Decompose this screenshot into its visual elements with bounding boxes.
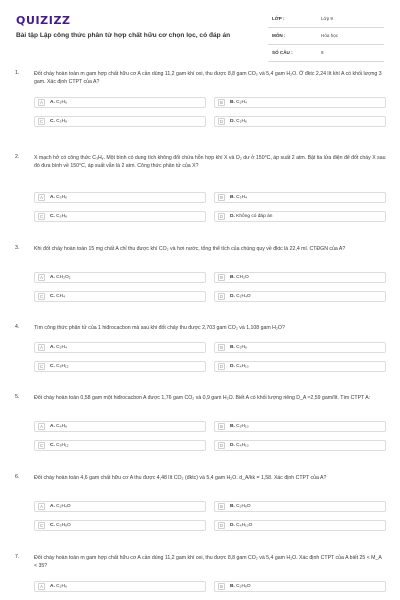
- question-number: 7.: [15, 554, 20, 560]
- option-text: [230, 214, 272, 219]
- answer-option-b[interactable]: [214, 97, 386, 108]
- answer-option-d[interactable]: [214, 520, 386, 531]
- option-letter-box: A: [38, 194, 45, 201]
- option-text: [50, 424, 67, 429]
- question-number: 3.: [15, 245, 20, 251]
- answer-option-a[interactable]: [34, 342, 206, 353]
- option-letter-box: A: [38, 274, 45, 281]
- option-text: [50, 214, 67, 219]
- option-text: [230, 523, 252, 528]
- option-value: C₂H₆O: [236, 584, 251, 589]
- option-label: C.: [50, 294, 55, 299]
- option-value: C₂H₄: [56, 345, 67, 350]
- answer-option-d[interactable]: [214, 361, 386, 372]
- answer-option-c[interactable]: [34, 291, 206, 302]
- option-value: C₄H₁₀: [236, 443, 249, 448]
- option-value: CH₄: [56, 294, 66, 299]
- option-label: A.: [50, 504, 55, 509]
- option-label: D.: [230, 119, 235, 124]
- option-value: C₅H₁₀: [236, 424, 249, 429]
- option-label: A.: [50, 424, 55, 429]
- answer-option-d[interactable]: [214, 116, 386, 127]
- option-letter-box: A: [38, 423, 45, 430]
- option-letter-box: C: [39, 119, 44, 124]
- answer-option-c[interactable]: [34, 361, 206, 372]
- option-text: [50, 523, 71, 528]
- question-text: X mạch hở có công thức C₃Hᵧ. Một bình có dung tích không đổi chứa hỗn hợp khí X và O₂ dư ở 150°C, áp suất 2 atm. Bật tia lửa điện để đốt cháy X sau đó đưa bình về 150°C, áp suất vẫn là 2 atm. Công thức phân tử của X?: [34, 155, 386, 170]
- option-letter-box: B: [218, 194, 225, 201]
- option-letter-box: B: [218, 583, 225, 590]
- option-letter-box: C: [39, 294, 44, 299]
- answer-option-c[interactable]: [34, 520, 206, 531]
- option-letter-box: C: [39, 214, 44, 219]
- option-letter-box: B: [218, 423, 225, 430]
- meta-key: SỐ CÂU :: [272, 50, 293, 55]
- option-value: C₂H₄O: [236, 294, 251, 299]
- worksheet-meta: [268, 11, 384, 62]
- answer-option-a[interactable]: [34, 97, 206, 108]
- option-value: C₄H₁₀O: [236, 523, 253, 528]
- question-text: Đốt cháy hoàn toàn m gam hợp chất hữu cơ A cần dùng 11,2 gam khí oxi, thu được 8,8 gam CO₂ và 5,4 gam H₂O. Ở đktc 2,24 lít khí A có khối lượng 3 gam. Xác định CTPT của A?: [34, 71, 382, 86]
- option-text: [50, 119, 67, 124]
- option-label: B.: [230, 275, 235, 280]
- option-label: A.: [50, 275, 55, 280]
- meta-row-question-count: [268, 45, 384, 62]
- answer-option-a[interactable]: [34, 581, 206, 592]
- option-value: C₂H₆: [56, 584, 67, 589]
- answer-option-c[interactable]: [34, 116, 206, 127]
- option-label: D.: [230, 364, 235, 369]
- option-label: C.: [50, 214, 55, 219]
- option-label: B.: [230, 345, 235, 350]
- quizizz-logo: QUIZIZZ: [16, 14, 71, 27]
- option-letter-box: D: [219, 119, 224, 124]
- question-number: 6.: [15, 474, 20, 480]
- option-letter-box: C: [39, 443, 44, 448]
- option-text: [230, 364, 249, 369]
- option-letter-box: A: [38, 344, 45, 351]
- option-text: [230, 584, 251, 589]
- option-label: C.: [50, 443, 55, 448]
- question-text: Đốt cháy hoàn toàn m gam hợp chất hữu cơ A cần dùng 11,2 gam khí oxi, thu được 8,8 gam CO₂ và 5,4 gam H₂O. Xác định CTPT của A biết 25 < M_A < 35?: [34, 555, 382, 570]
- answer-option-b[interactable]: [214, 342, 386, 353]
- option-text: [50, 195, 67, 200]
- option-text: [230, 294, 251, 299]
- option-value: C₃H₈O: [56, 523, 71, 528]
- option-letter-box: A: [38, 583, 45, 590]
- answer-option-d[interactable]: [214, 440, 386, 451]
- answer-option-b[interactable]: [214, 581, 386, 592]
- option-label: A.: [50, 345, 55, 350]
- option-letter-box: A: [38, 99, 45, 106]
- option-label: D.: [230, 214, 235, 219]
- answer-option-a[interactable]: [34, 272, 206, 283]
- option-letter-box: D: [219, 214, 224, 219]
- option-letter-box: D: [219, 294, 224, 299]
- option-label: D.: [230, 443, 235, 448]
- option-value: C₂H₄O: [56, 504, 71, 509]
- option-text: [50, 345, 67, 350]
- option-value: C₃H₈: [56, 214, 68, 219]
- option-label: B.: [230, 584, 235, 589]
- option-value: C₅H₁₂: [56, 364, 69, 369]
- question-number: 5.: [15, 394, 20, 400]
- option-letter-box: D: [219, 443, 224, 448]
- worksheet-title: Bài tập Lập công thức phân tử hợp chất hữu cơ chọn lọc, có đáp án: [16, 32, 231, 39]
- option-value: CH₂O: [236, 275, 249, 280]
- question-text: Tìm công thức phân tử của 1 hiđrocacbon mà sau khi đốt cháy thu được 2,703 gam CO₂ và 1,108 gam H₂O?: [34, 325, 285, 331]
- option-text: [50, 100, 67, 105]
- option-value: C₄H₁₀: [236, 364, 249, 369]
- meta-value: Lớp 9: [321, 16, 333, 21]
- meta-row-grade: [268, 11, 384, 28]
- option-letter-box: B: [218, 503, 225, 510]
- option-label: C.: [50, 523, 55, 528]
- question-text: Đốt cháy hoàn toàn 0,58 gam một hiđrocacbon A được 1,76 gam CO₂ và 0,9 gam H₂O. Biết A có khối lượng riêng D_A ≈2,59 gam/lít. Tìm CTPT A:: [34, 395, 371, 401]
- option-value: Không có đáp án: [236, 214, 273, 219]
- option-label: B.: [230, 100, 235, 105]
- option-text: [50, 504, 71, 509]
- question-number: 2.: [15, 154, 20, 160]
- option-text: [50, 275, 71, 280]
- answer-option-b[interactable]: [214, 192, 386, 203]
- option-text: [50, 584, 67, 589]
- question-number: 4.: [15, 324, 20, 330]
- option-value: C₅H₁₂: [56, 443, 69, 448]
- option-letter-box: D: [219, 523, 224, 528]
- answer-option-c[interactable]: [34, 440, 206, 451]
- question-text: Đốt cháy hoàn toàn 4,6 gam chất hữu cơ A thu được 4,48 lít CO₂ (đktc) và 5,4 gam H₂O. d_A/kk = 1,58. Xác định CTPT của A?: [34, 475, 327, 481]
- answer-option-a[interactable]: [34, 421, 206, 432]
- option-label: A.: [50, 195, 55, 200]
- question-number: 1.: [15, 70, 20, 76]
- option-value: C₃H₄: [236, 195, 247, 200]
- option-text: [50, 294, 65, 299]
- answer-option-b[interactable]: [214, 421, 386, 432]
- meta-key: MÔN :: [272, 33, 286, 38]
- option-text: [50, 364, 69, 369]
- worksheet-header: [0, 0, 400, 62]
- option-value: C₃H₈: [56, 119, 68, 124]
- option-label: A.: [50, 100, 55, 105]
- option-text: [230, 275, 249, 280]
- option-value: C₃H₆: [56, 195, 67, 200]
- option-label: B.: [230, 424, 235, 429]
- option-value: C₂H₆: [236, 119, 247, 124]
- option-text: [230, 195, 247, 200]
- option-value: C₄H₈: [56, 424, 68, 429]
- answer-option-b[interactable]: [214, 272, 386, 283]
- answer-option-c[interactable]: [34, 211, 206, 222]
- option-value: C₂H₆O: [236, 504, 251, 509]
- option-value: CH₂O₂: [56, 275, 71, 280]
- option-text: [230, 119, 247, 124]
- option-value: C₂H₆: [56, 100, 67, 105]
- option-letter-box: B: [218, 99, 225, 106]
- option-label: C.: [50, 119, 55, 124]
- meta-value: Hóa học: [321, 33, 339, 38]
- option-text: [230, 504, 251, 509]
- option-letter-box: D: [219, 364, 224, 369]
- option-letter-box: B: [218, 274, 225, 281]
- option-label: C.: [50, 364, 55, 369]
- answer-option-d[interactable]: [214, 291, 386, 302]
- question-text: Khi đốt cháy hoàn toàn 15 mg chất A chỉ thu được khí CO₂ và hơi nước, tổng thể tích của chúng quy về đktc là 22,4 ml. CTĐGN của A?: [34, 246, 346, 252]
- option-text: [230, 443, 249, 448]
- option-label: B.: [230, 504, 235, 509]
- option-letter-box: B: [218, 344, 225, 351]
- option-label: B.: [230, 195, 235, 200]
- meta-value: 8: [321, 50, 324, 55]
- meta-row-subject: [268, 28, 384, 45]
- option-label: D.: [230, 294, 235, 299]
- option-label: A.: [50, 584, 55, 589]
- answer-option-a[interactable]: [34, 192, 206, 203]
- meta-key: LỚP :: [272, 16, 285, 21]
- answer-option-b[interactable]: [214, 501, 386, 512]
- option-letter-box: C: [39, 523, 44, 528]
- option-letter-box: C: [39, 364, 44, 369]
- option-text: [230, 424, 249, 429]
- answer-option-a[interactable]: [34, 501, 206, 512]
- option-text: [230, 100, 247, 105]
- option-text: [230, 345, 247, 350]
- option-text: [50, 443, 69, 448]
- option-value: C₂H₆: [236, 345, 247, 350]
- option-letter-box: A: [38, 503, 45, 510]
- option-label: D.: [230, 523, 235, 528]
- option-value: C₂H₄: [236, 100, 247, 105]
- answer-option-d[interactable]: [214, 211, 386, 222]
